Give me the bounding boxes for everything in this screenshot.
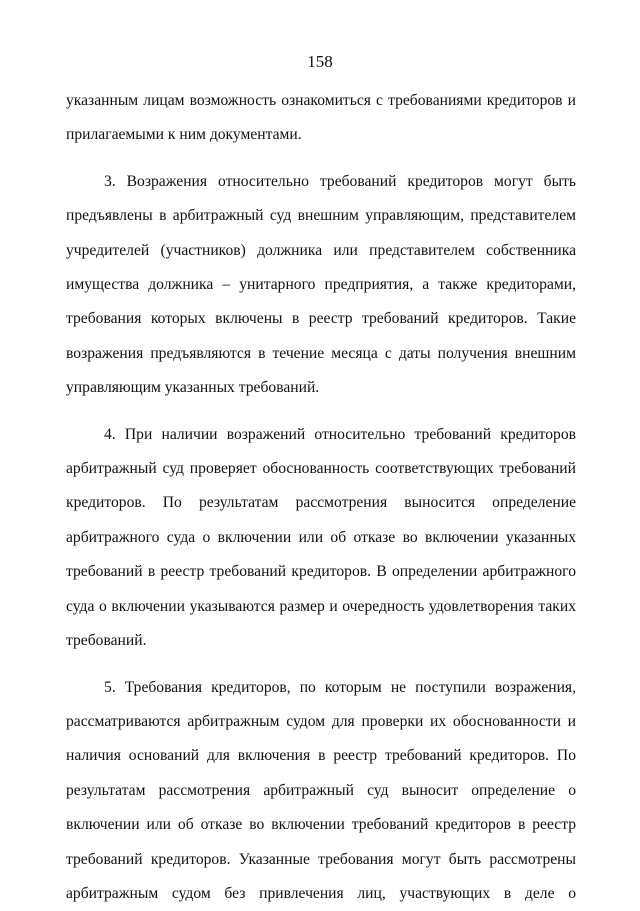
paragraph-line: арбитражный суд проверяет обоснованность соответствующих требований (66, 460, 576, 478)
paragraph-line: результатам рассмотрения арбитражный суд выносит определение о (66, 781, 576, 799)
paragraph-line: требований кредиторов. Указанные требования могут быть рассмотрены (66, 850, 576, 868)
paragraph-line: учредителей (участников) должника или представителем собственника (66, 241, 576, 259)
paragraph-line: 3. Возражения относительно требований кредиторов могут быть (104, 172, 576, 190)
paragraph-line: 4. При наличии возражений относительно требований кредиторов (104, 425, 576, 443)
paragraph-line: 5. Требования кредиторов, по которым не поступили возражения, (104, 678, 576, 696)
paragraph-line: предъявлены в арбитражный суд внешним управляющим, представителем (66, 207, 576, 225)
paragraph-line: имущества должника – унитарного предприятия, а также кредиторами, (66, 276, 576, 294)
page-number: 158 (307, 52, 333, 71)
paragraph-line: наличия оснований для включения в реестр требований кредиторов. По (66, 747, 576, 765)
paragraph-line: требования которых включены в реестр требований кредиторов. Такие (66, 310, 576, 328)
document-body (66, 84, 576, 911)
paragraph-line: арбитражным судом без привлечения лиц, участвующих в деле о (66, 884, 576, 902)
paragraph-line: суда о включении указываются размер и очередность удовлетворения таких (66, 597, 576, 615)
paragraph-line: управляющим указанных требований. (66, 379, 320, 397)
paragraph-line: требований в реестр требований кредиторов. В определении арбитражного (66, 563, 576, 581)
paragraph-line: кредиторов. По результатам рассмотрения выносится определение (66, 494, 576, 512)
paragraph-line: прилагаемыми к ним документами. (66, 126, 302, 144)
paragraph-line: требований. (66, 632, 147, 650)
paragraph-line: указанным лицам возможность ознакомиться с требованиями кредиторов и (66, 92, 576, 109)
paragraph-line: включении или об отказе во включении требований кредиторов в реестр (66, 816, 576, 834)
paragraph-line: арбитражного суда о включении или об отказе во включении указанных (66, 528, 576, 546)
paragraph-line: возражения предъявляются в течение месяца с даты получения внешним (66, 344, 576, 362)
paragraph-line: рассматриваются арбитражным судом для проверки их обоснованности и (66, 712, 576, 730)
